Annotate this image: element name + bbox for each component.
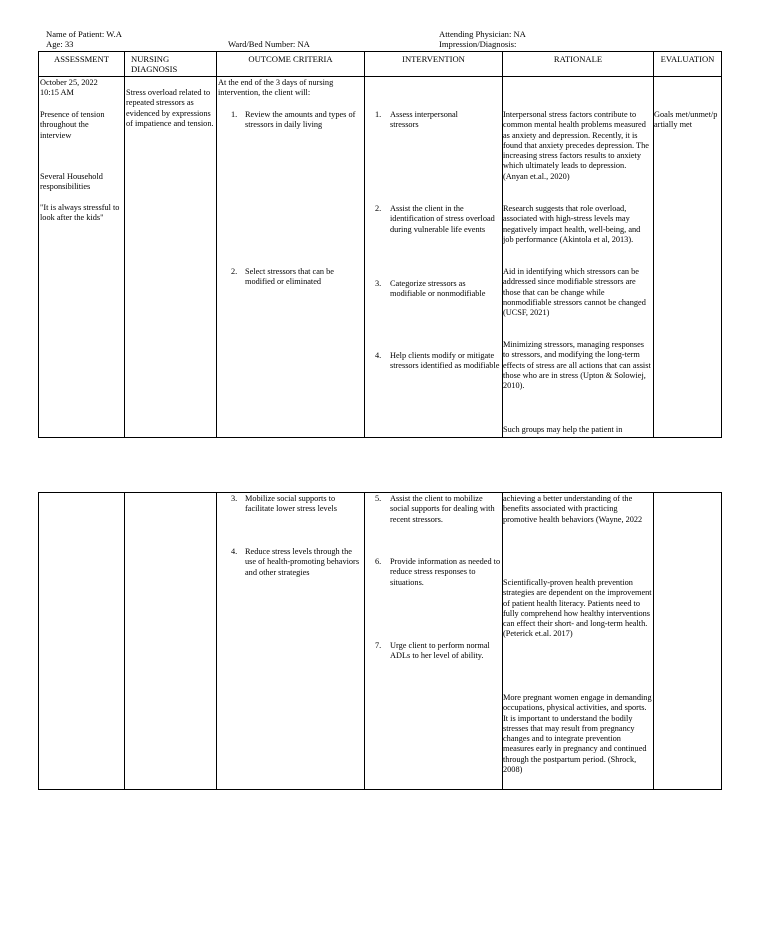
evaluation-cell: [654, 77, 722, 438]
assessment-cue-quote: "It is always stressful to look after the kids": [40, 203, 120, 223]
intervention-item: Assess interpersonal stressors: [390, 110, 458, 130]
rationale-cell: [503, 493, 654, 790]
intervention-item: Categorize stressors as modifiable or nonmodifiable: [390, 279, 486, 299]
rationale-item: Research suggests that role overload, associated with high-stress levels may negatively impact health, well-being, and job performance (Akintola et al, 2013).: [503, 204, 641, 244]
assessment-cell-empty: [39, 493, 125, 790]
intervention-item: Help clients modify or mitigate stressors identified as modifiable: [390, 351, 500, 371]
nursing-diagnosis-cell: [125, 77, 217, 438]
header-assessment: ASSESSMENT: [39, 52, 125, 77]
assessment-datetime: October 25, 2022 10:15 AM: [40, 78, 98, 98]
outcome-item: Reduce stress levels through the use of health-promoting behaviors and other strategies: [245, 547, 360, 577]
outcome-criteria-cell: [217, 77, 365, 438]
outcome-item: Select stressors that can be modified or eliminated: [245, 267, 334, 287]
header-outcome-criteria: OUTCOME CRITERIA: [217, 52, 365, 77]
intervention-number: 4.: [375, 351, 382, 360]
intervention-number: 2.: [375, 204, 382, 213]
header-nursing-diagnosis: NURSING DIAGNOSIS: [125, 52, 217, 77]
intervention-number: 3.: [375, 279, 382, 288]
header-rationale: RATIONALE: [503, 52, 654, 77]
nursing-diagnosis-cell-empty: [125, 493, 217, 790]
intervention-cell: [365, 493, 503, 790]
rationale-item: Interpersonal stress factors contribute to common mental health problems measured as anxiety and depression. Recently, it is found that anxiety precedes depression. The increasing stress factors results to anxiety which ultimately leads to depression. (Anyan et.al., 2020): [503, 110, 649, 181]
outcome-number: 2.: [231, 267, 238, 276]
intervention-item: Provide information as needed to reduce stress responses to situations.: [390, 557, 501, 587]
rationale-item: Such groups may help the patient in: [503, 425, 623, 434]
impression-diagnosis: Impression/Diagnosis:: [439, 39, 517, 49]
intervention-item: Urge client to perform normal ADLs to her level of ability.: [390, 641, 490, 661]
assessment-cell: [39, 77, 125, 438]
outcome-intro: At the end of the 3 days of nursing intervention, the client will:: [218, 78, 334, 98]
ward-bed-number: Ward/Bed Number: NA: [228, 39, 310, 49]
outcome-item: Mobilize social supports to facilitate lower stress levels: [245, 494, 337, 514]
outcome-number: 3.: [231, 494, 238, 503]
intervention-number: 7.: [375, 641, 382, 650]
evaluation-text: Goals met/unmet/partially met: [654, 110, 718, 130]
assessment-cue-tension: Presence of tension throughout the interview: [40, 110, 105, 140]
rationale-item: Aid in identifying which stressors can be addressed since modifiable stressors are those that can be change while nonmodifiable stressors cannot be changed (UCSF, 2021): [503, 267, 646, 318]
nursing-diagnosis-text: Stress overload related to repeated stressors as evidenced by expressions of impatience and tension.: [126, 88, 214, 128]
rationale-item: More pregnant women engage in demanding occupations, physical activities, and sports. It is important to understand the bodily stresses that may result from pregnancy changes and to integrate prevention measures early in pregnancy and continued through the postpartum period. (Shrock, 2008): [503, 693, 652, 775]
intervention-number: 5.: [375, 494, 382, 503]
assessment-cue-household: Several Household responsibilities: [40, 172, 103, 192]
intervention-number: 1.: [375, 110, 382, 119]
patient-name: Name of Patient: W.A: [46, 29, 122, 39]
care-plan-table-page-2: [38, 492, 722, 790]
rationale-item: Scientifically-proven health prevention strategies are dependent on the improvement of patient health literacy. Patients need to fully comprehend how healthy interventions can effect their short- and long-term health. (Peterick et.al. 2017): [503, 578, 652, 639]
outcome-item: Review the amounts and types of stressors in daily living: [245, 110, 356, 130]
outcome-criteria-cell: [217, 493, 365, 790]
intervention-item: Assist the client to mobilize social supports for dealing with recent stressors.: [390, 494, 495, 524]
intervention-number: 6.: [375, 557, 382, 566]
header-evaluation: EVALUATION: [654, 52, 722, 77]
outcome-number: 1.: [231, 110, 238, 119]
care-plan-table-page-1: [38, 51, 722, 438]
outcome-number: 4.: [231, 547, 238, 556]
header-intervention: INTERVENTION: [365, 52, 503, 77]
attending-physician: Attending Physician: NA: [439, 29, 526, 39]
evaluation-cell-empty: [654, 493, 722, 790]
rationale-cell: [503, 77, 654, 438]
rationale-item: achieving a better understanding of the benefits associated with practicing promotive health behaviors (Wayne, 2022: [503, 494, 643, 524]
intervention-cell: [365, 77, 503, 438]
patient-age: Age: 33: [46, 39, 74, 49]
intervention-item: Assist the client in the identification of stress overload during vulnerable life events: [390, 204, 495, 234]
rationale-item: Minimizing stressors, managing responses to stressors, and modifying the long-term effects of stress are all actions that can assist those who are in stress (Upton & Solowiej, 2010).: [503, 340, 651, 391]
